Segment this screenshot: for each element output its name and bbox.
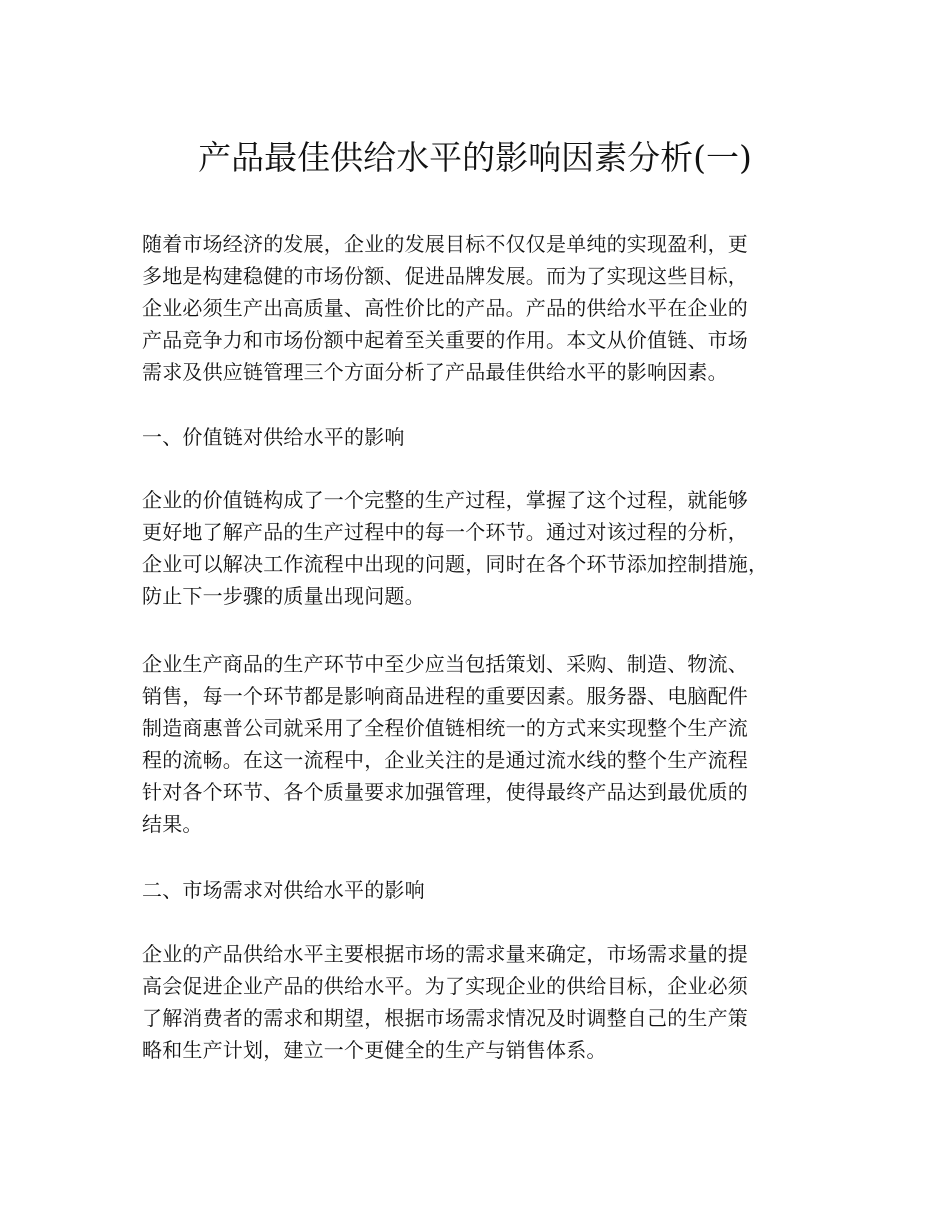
paragraph-line: 企业的产品供给水平主要根据市场的需求量来确定，市场需求量的提: [142, 942, 748, 966]
paragraph-line: 制造商惠普公司就采用了全程价值链相统一的方式来实现整个生产流: [142, 716, 748, 740]
section-heading-text: 二、市场需求对供给水平的影响: [142, 878, 425, 902]
paragraph-line: 防止下一步骤的质量出现问题。: [142, 584, 425, 608]
section-heading-2: [142, 874, 842, 906]
paragraph-line: 随着市场经济的发展，企业的发展目标不仅仅是单纯的实现盈利，更: [142, 232, 748, 256]
paragraph-line: 略和生产计划，建立一个更健全的生产与销售体系。: [142, 1038, 607, 1062]
section2-paragraph-1: [142, 938, 842, 1066]
paragraph-line: 产品竞争力和市场份额中起着至关重要的作用。本文从价值链、市场: [142, 328, 748, 352]
paragraph-line: 高会促进企业产品的供给水平。为了实现企业的供给目标，企业必须: [142, 974, 748, 998]
paragraph-line: 程的流畅。在这一流程中，企业关注的是通过流水线的整个生产流程: [142, 748, 748, 772]
intro-paragraph: [142, 228, 842, 388]
paragraph-line: 企业可以解决工作流程中出现的问题，同时在各个环节添加控制措施，: [142, 552, 769, 576]
section-heading-text: 一、价值链对供给水平的影响: [142, 425, 405, 449]
paragraph-line: 针对各个环节、各个质量要求加强管理，使得最终产品达到最优质的: [142, 780, 748, 804]
paragraph-line: 企业的价值链构成了一个完整的生产过程，掌握了这个过程，就能够: [142, 488, 748, 512]
paragraph-line: 销售，每一个环节都是影响商品进程的重要因素。服务器、电脑配件: [142, 684, 748, 708]
paragraph-line: 结果。: [142, 812, 203, 836]
section-heading-1: [142, 421, 842, 453]
paragraph-line: 企业生产商品的生产环节中至少应当包括策划、采购、制造、物流、: [142, 652, 748, 676]
paragraph-line: 需求及供应链管理三个方面分析了产品最佳供给水平的影响因素。: [142, 360, 728, 384]
paragraph-line: 了解消费者的需求和期望，根据市场需求情况及时调整自己的生产策: [142, 1006, 748, 1030]
paragraph-line: 更好地了解产品的生产过程中的每一个环节。通过对该过程的分析，: [142, 520, 748, 544]
paragraph-line: 多地是构建稳健的市场份额、促进品牌发展。而为了实现这些目标，: [142, 264, 748, 288]
document-title: 产品最佳供给水平的影响因素分析(一): [198, 138, 752, 177]
section1-paragraph-2: [142, 648, 842, 840]
section1-paragraph-1: [142, 484, 842, 612]
paragraph-line: 企业必须生产出高质量、高性价比的产品。产品的供给水平在企业的: [142, 296, 748, 320]
